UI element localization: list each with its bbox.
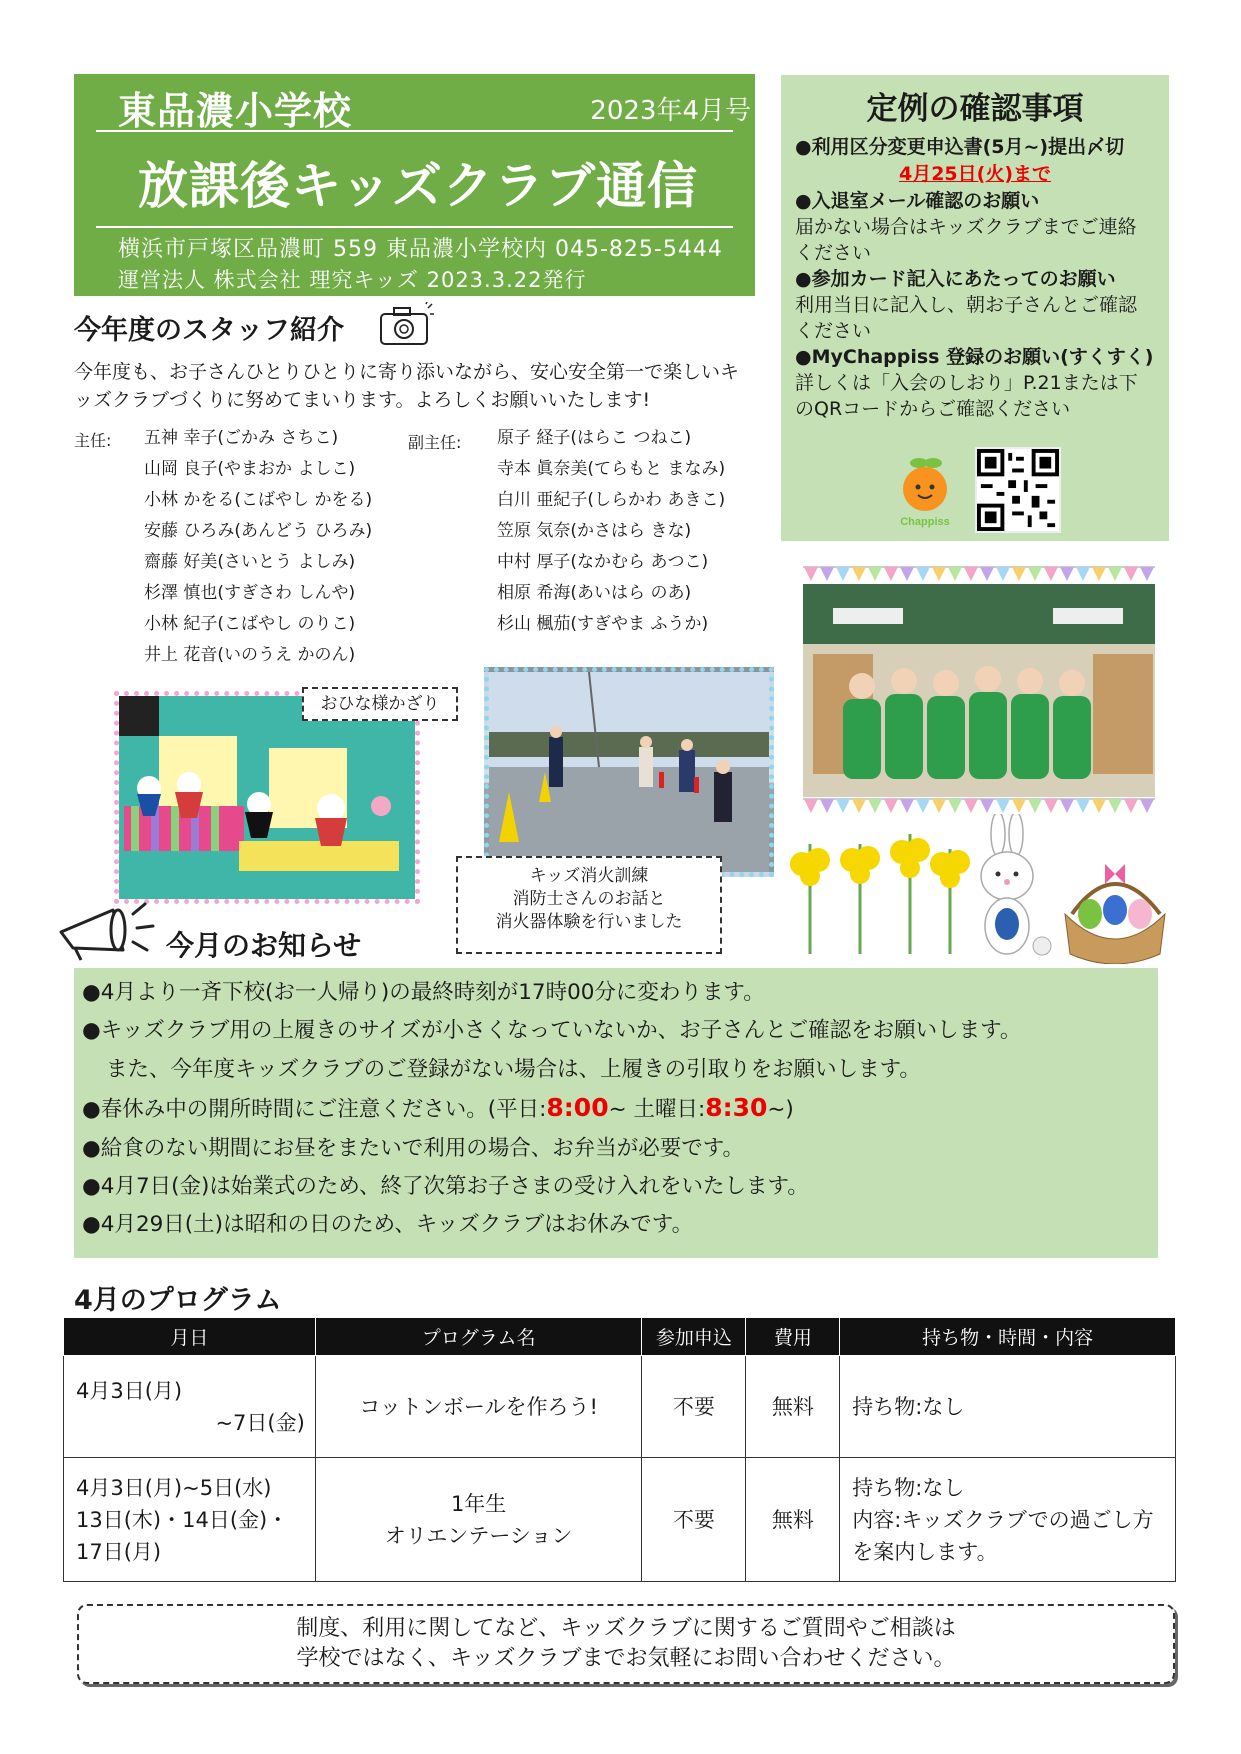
staff-name: 小林 紀子(こばやし のりこ)	[144, 614, 356, 634]
program-heading: 4月のプログラム	[74, 1285, 282, 1316]
bunting-flag	[980, 799, 994, 813]
bunting-flag	[1124, 567, 1138, 581]
date-line: 4月3日(月)	[76, 1378, 183, 1403]
bunting-flag	[980, 567, 994, 581]
caption-line: 消防士さんのお話と	[512, 889, 666, 909]
bunting-flag	[836, 799, 850, 813]
contact-note	[77, 1604, 1175, 1684]
program-fee: 無料	[746, 1458, 840, 1582]
checklist-item-body: 詳しくは「入会のしおり」P.21または下のQRコードからご確認ください	[795, 372, 1138, 420]
column-header: 費用	[746, 1318, 840, 1356]
bunting-flag	[884, 799, 898, 813]
staff-name: 五神 幸子(ごかみ さちこ)	[144, 428, 339, 448]
staff-name: 小林 かをる(こばやし かをる)	[144, 490, 373, 510]
megaphone-icon	[53, 896, 163, 962]
program-name-line: 1年生	[450, 1491, 507, 1516]
program-name-line: コットンボールを作ろう!	[359, 1394, 598, 1419]
checklist-title: 定例の確認事項	[866, 91, 1084, 127]
note-line: 持ち物:なし	[852, 1475, 965, 1500]
bunting-flag	[1060, 567, 1074, 581]
bunting-flag	[1108, 799, 1122, 813]
contact-note-line: 学校ではなく、キッズクラブまでお気軽にお問い合わせください。	[296, 1646, 956, 1671]
chief-label: 主任:	[74, 431, 112, 450]
column-header: 持ち物・時間・内容	[840, 1318, 1176, 1356]
bunting-flag	[852, 567, 866, 581]
bunting-flag	[1092, 799, 1106, 813]
note-line: を案内します。	[852, 1539, 998, 1564]
notice-item: また、今年度キッズクラブのご登録がない場合は、上履きの引取りをお願いします。	[106, 1056, 921, 1082]
fire-drill-caption	[456, 856, 722, 954]
bunting-flag	[964, 567, 978, 581]
checklist-item-title: ●利用区分変更申込書(5月~)提出〆切	[795, 136, 1125, 158]
caption-line: 消火器体験を行いました	[495, 912, 683, 932]
staff-name: 齋藤 好美(さいとう よしみ)	[144, 552, 356, 572]
routine-checklist	[781, 75, 1169, 541]
program-date	[64, 1458, 316, 1582]
staff-name: 井上 花音(いのうえ かのん)	[144, 645, 356, 665]
checklist-item-body: 利用当日に記入し、朝お子さんとご確認ください	[795, 294, 1138, 342]
column-header: プログラム名	[315, 1318, 642, 1356]
camera-icon	[378, 302, 434, 348]
bunting-flag	[1076, 799, 1090, 813]
staff-name: 杉山 楓茄(すぎやま ふうか)	[497, 614, 709, 634]
bunting-flag	[900, 567, 914, 581]
spring-flowers-bunny-illustration	[780, 814, 1170, 964]
header-divider	[96, 130, 733, 132]
staff-name: 相原 希海(あいはら のあ)	[497, 583, 692, 603]
notice-item: ●4月29日(土)は昭和の日のため、キッズクラブはお休みです。	[82, 1212, 694, 1238]
fire-drill-illustration	[489, 672, 769, 872]
qr-code-icon	[977, 449, 1059, 531]
staff-name: 原子 経子(はらこ つねこ)	[497, 428, 692, 448]
checklist-item-title: ●参加カード記入にあたってのお願い	[795, 268, 1116, 290]
notice-text: ~)	[767, 1097, 794, 1123]
table-row	[64, 1458, 1176, 1582]
staff-photo-illustration	[803, 584, 1155, 797]
date-line: 4月3日(月)~5日(水)	[76, 1475, 272, 1500]
notice-item: ●4月7日(金)は始業式のため、終了次第お子さまの受け入れをいたします。	[82, 1174, 809, 1200]
notices-list	[74, 968, 1158, 1258]
staff-heading: 今年度のスタッフ紹介	[74, 315, 344, 346]
bunting-flag	[1028, 799, 1042, 813]
checklist-item-title: ●入退室メール確認のお願い	[795, 190, 1040, 212]
hina-caption: おひな様かざり	[302, 687, 458, 721]
column-header: 月日	[64, 1318, 316, 1356]
chappiss-mascot-icon	[885, 449, 965, 529]
bunting-flag	[836, 567, 850, 581]
fire-drill-photo	[484, 667, 774, 877]
program-note	[840, 1356, 1176, 1458]
newsletter-title: 放課後キッズクラブ通信	[138, 157, 698, 215]
program-name-line: オリエンテーション	[384, 1523, 573, 1548]
program-table	[63, 1317, 1176, 1582]
bunting-flag	[932, 799, 946, 813]
staff-name: 笠原 気奈(かさはら きな)	[497, 521, 692, 541]
bunting-flag	[884, 567, 898, 581]
hina-doll-photo	[114, 691, 420, 904]
notice-item: ●4月より一斉下校(お一人帰り)の最終時刻が17時00分に変わります。	[82, 980, 765, 1005]
weekday-open-time: 8:00	[546, 1093, 609, 1123]
bunting-flag	[820, 799, 834, 813]
bunting-flag	[916, 567, 930, 581]
bunting-flag	[868, 799, 882, 813]
note-line: 内容:キッズクラブでの過ごし方	[852, 1507, 1154, 1532]
bunting-flag	[996, 799, 1010, 813]
bunting-flag	[820, 567, 834, 581]
bunting-flag	[804, 799, 818, 813]
note-line: 持ち物:なし	[852, 1394, 965, 1419]
staff-list-left	[144, 423, 372, 671]
bunting-flag	[852, 799, 866, 813]
program-apply: 不要	[642, 1458, 746, 1582]
hina-doll-illustration	[119, 696, 415, 899]
publisher: 運営法人 株式会社 理究キッズ 2023.3.22発行	[118, 268, 587, 292]
bunting-flag	[964, 799, 978, 813]
notices-heading: 今月のお知らせ	[166, 929, 362, 962]
contact-note-line: 制度、利用に関してなど、キッズクラブに関するご質問やご相談は	[296, 1616, 956, 1641]
staff-list-right	[497, 423, 725, 640]
address: 横浜市戸塚区品濃町 559 東品濃小学校内 045-825-5444	[118, 237, 723, 262]
bunting-decoration	[803, 566, 1155, 582]
staff-name: 安藤 ひろみ(あんどう ひろみ)	[144, 521, 373, 541]
bunting-flag	[868, 567, 882, 581]
staff-name: 白川 亜紀子(しらかわ あきこ)	[497, 490, 726, 510]
program-date	[64, 1356, 316, 1458]
bunting-flag	[916, 799, 930, 813]
date-line: 17日(月)	[76, 1539, 162, 1564]
staff-name: 杉澤 慎也(すぎさわ しんや)	[144, 583, 356, 603]
table-header-row	[64, 1318, 1176, 1356]
bunting-flag	[1092, 567, 1106, 581]
bunting-flag	[996, 567, 1010, 581]
date-line: ~7日(金)	[215, 1410, 305, 1435]
bunting-flag	[1012, 799, 1026, 813]
mascot-label: Chappiss	[900, 516, 950, 528]
newsletter-header	[74, 74, 755, 296]
program-fee: 無料	[746, 1356, 840, 1458]
header-divider	[96, 226, 733, 228]
deadline: 4月25日(火)まで	[898, 163, 1052, 185]
bunting-flag	[1028, 567, 1042, 581]
bunting-flag	[1060, 799, 1074, 813]
bunting-flag	[1044, 799, 1058, 813]
bunting-flag	[932, 567, 946, 581]
bunting-flag	[1124, 799, 1138, 813]
bunting-flag	[1044, 567, 1058, 581]
bunting-flag	[1108, 567, 1122, 581]
bunting-flag	[1012, 567, 1026, 581]
notice-item: ●給食のない期間にお昼をまたいで利用の場合、お弁当が必要です。	[82, 1135, 745, 1161]
bunting-flag	[804, 567, 818, 581]
bunting-flag	[948, 799, 962, 813]
notice-text: ●春休み中の開所時間にご注意ください。(平日:	[82, 1097, 547, 1123]
issue-date: 2023年4月号	[590, 96, 751, 126]
bunting-flag	[1140, 799, 1154, 813]
qr-code[interactable]	[975, 447, 1061, 533]
bunting-decoration	[803, 798, 1155, 814]
program-apply: 不要	[642, 1356, 746, 1458]
bunting-flag	[900, 799, 914, 813]
saturday-open-time: 8:30	[705, 1093, 768, 1123]
program-note	[840, 1458, 1176, 1582]
column-header: 参加申込	[642, 1318, 746, 1356]
staff-name: 中村 厚子(なかむら あつこ)	[497, 552, 709, 572]
school-name: 東品濃小学校	[118, 89, 353, 133]
staff-name: 山岡 良子(やまおか よしこ)	[144, 459, 356, 479]
vice-chief-label: 副主任:	[408, 433, 462, 452]
date-line: 13日(木)・14日(金)・	[76, 1507, 289, 1532]
checklist-item-body: 届かない場合はキッズクラブまでご連絡ください	[795, 216, 1137, 264]
notice-item: ●キッズクラブ用の上履きのサイズが小さくなっていないか、お子さんとご確認をお願いします。	[82, 1018, 1022, 1044]
notice-item-spring-hours	[82, 1089, 1150, 1129]
staff-name: 寺本 眞奈美(てらもと まなみ)	[497, 459, 726, 479]
caption-line: キッズ消火訓練	[529, 866, 649, 886]
bunting-flag	[1076, 567, 1090, 581]
checklist-item-title: ●MyChappiss 登録のお願い(すくすく)	[795, 346, 1154, 368]
table-row	[64, 1356, 1176, 1458]
staff-team-photo	[803, 584, 1155, 797]
program-name	[315, 1458, 642, 1582]
staff-intro: 今年度も、お子さんひとりひとりに寄り添いながら、安心安全第一で楽しいキッズクラブづくりに努めてまいります。よろしくお願いいたします!	[74, 361, 740, 411]
bunting-flag	[1140, 567, 1154, 581]
program-name	[315, 1356, 642, 1458]
notice-text: ~ 土曜日:	[608, 1097, 706, 1123]
bunting-flag	[948, 567, 962, 581]
